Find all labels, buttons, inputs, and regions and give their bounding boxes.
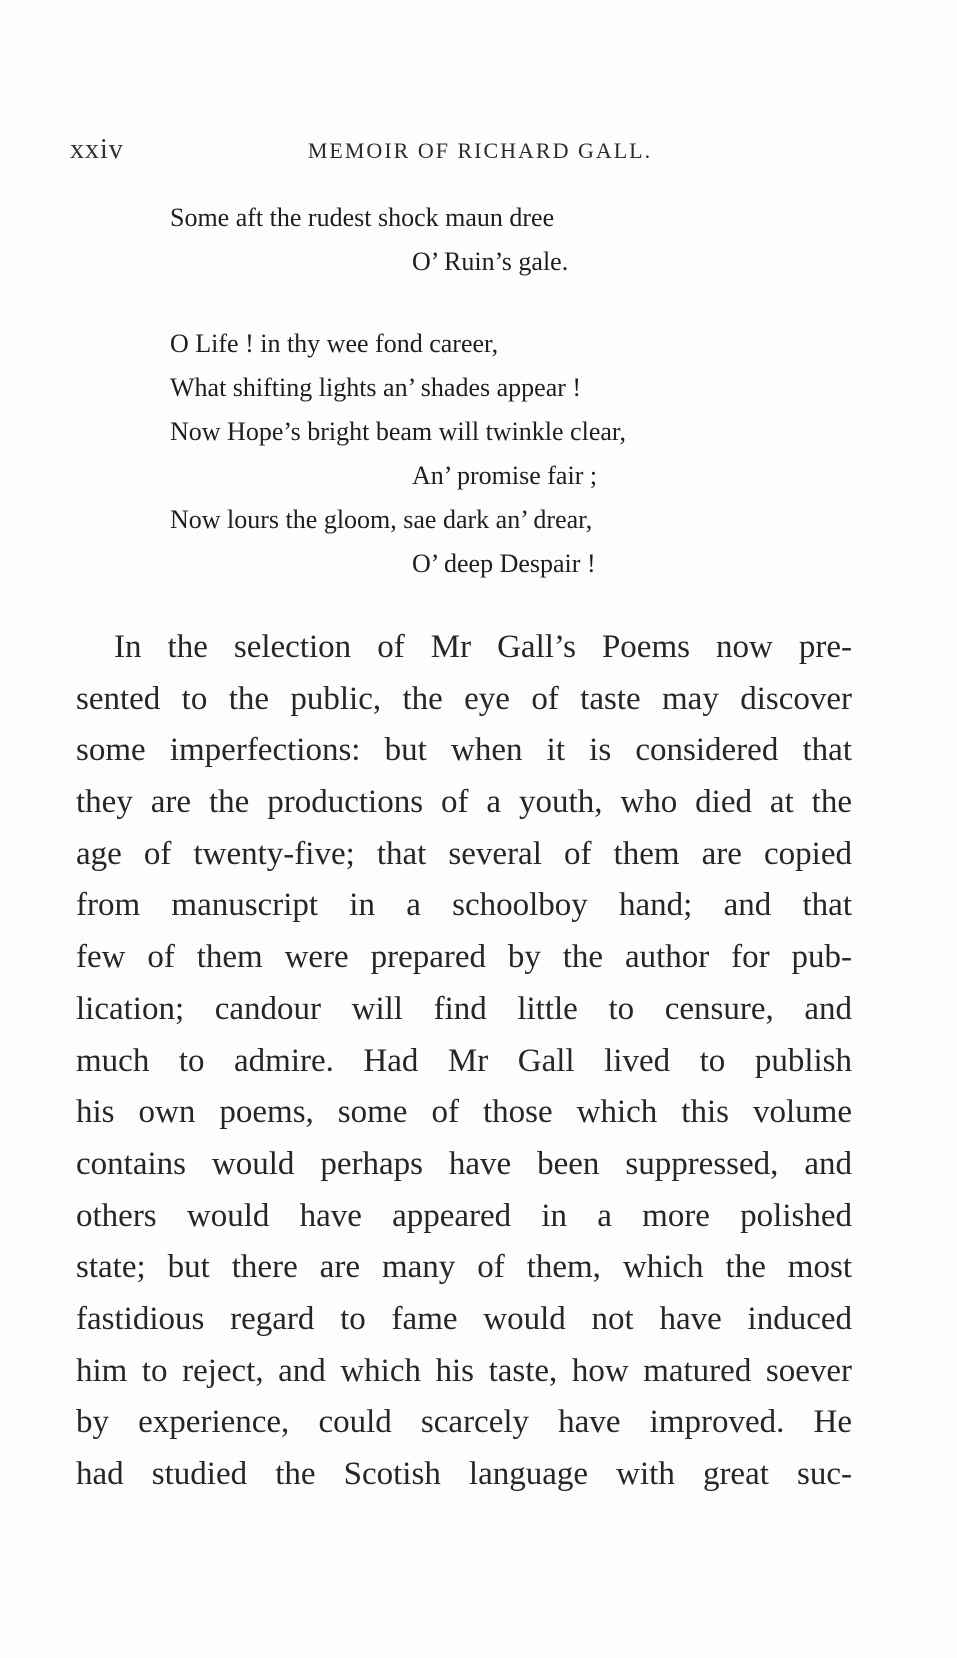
prose-line: by experience, could scarcely have improved. He — [76, 1404, 852, 1441]
verse-block — [170, 196, 790, 586]
page-header — [70, 134, 890, 174]
verse-line: An’ promise fair ; — [412, 461, 598, 490]
prose-line: state; but there are many of them, which the most — [76, 1249, 852, 1286]
prose-line: much to admire. Had Mr Gall lived to publish — [76, 1042, 852, 1079]
prose-line: some imperfections: but when it is considered that — [76, 732, 852, 769]
verse-line: What shifting lights an’ shades appear ! — [170, 373, 582, 402]
prose-line: had studied the Scotish language with great suc- — [76, 1456, 852, 1492]
page-number: xxiv — [70, 134, 124, 165]
prose-line: age of twenty-five; that several of them are copied — [76, 835, 852, 872]
prose-paragraph — [76, 622, 852, 1501]
running-title: MEMOIR OF RICHARD GALL. — [307, 138, 653, 163]
prose-line: lication; candour will find little to censure, and — [76, 990, 852, 1027]
prose-line: sented to the public, the eye of taste may discover — [76, 680, 852, 717]
prose-line: few of them were prepared by the author for pub- — [76, 939, 852, 976]
prose-line: fastidious regard to fame would not have induced — [76, 1300, 852, 1337]
prose-line: they are the productions of a youth, who died at the — [76, 784, 852, 821]
prose-line: from manuscript in a schoolboy hand; and that — [76, 887, 852, 924]
stanza-gap — [170, 284, 790, 322]
verse-line: O Life ! in thy wee fond career, — [170, 329, 499, 358]
verse-line: O’ Ruin’s gale. — [412, 247, 569, 276]
prose-line: In the selection of Mr Gall’s Poems now pre- — [114, 629, 852, 665]
prose-line: his own poems, some of those which this volume — [76, 1094, 852, 1131]
verse-line: Now Hope’s bright beam will twinkle clear, — [170, 417, 627, 446]
prose-line: contains would perhaps have been suppressed, and — [76, 1145, 852, 1182]
prose-line: others would have appeared in a more polished — [76, 1197, 852, 1234]
verse-line: Now lours the gloom, sae dark an’ drear, — [170, 505, 593, 534]
prose-line: him to reject, and which his taste, how matured soever — [76, 1352, 852, 1389]
verse-line: O’ deep Despair ! — [412, 549, 596, 578]
verse-line: Some aft the rudest shock maun dree — [170, 203, 555, 232]
